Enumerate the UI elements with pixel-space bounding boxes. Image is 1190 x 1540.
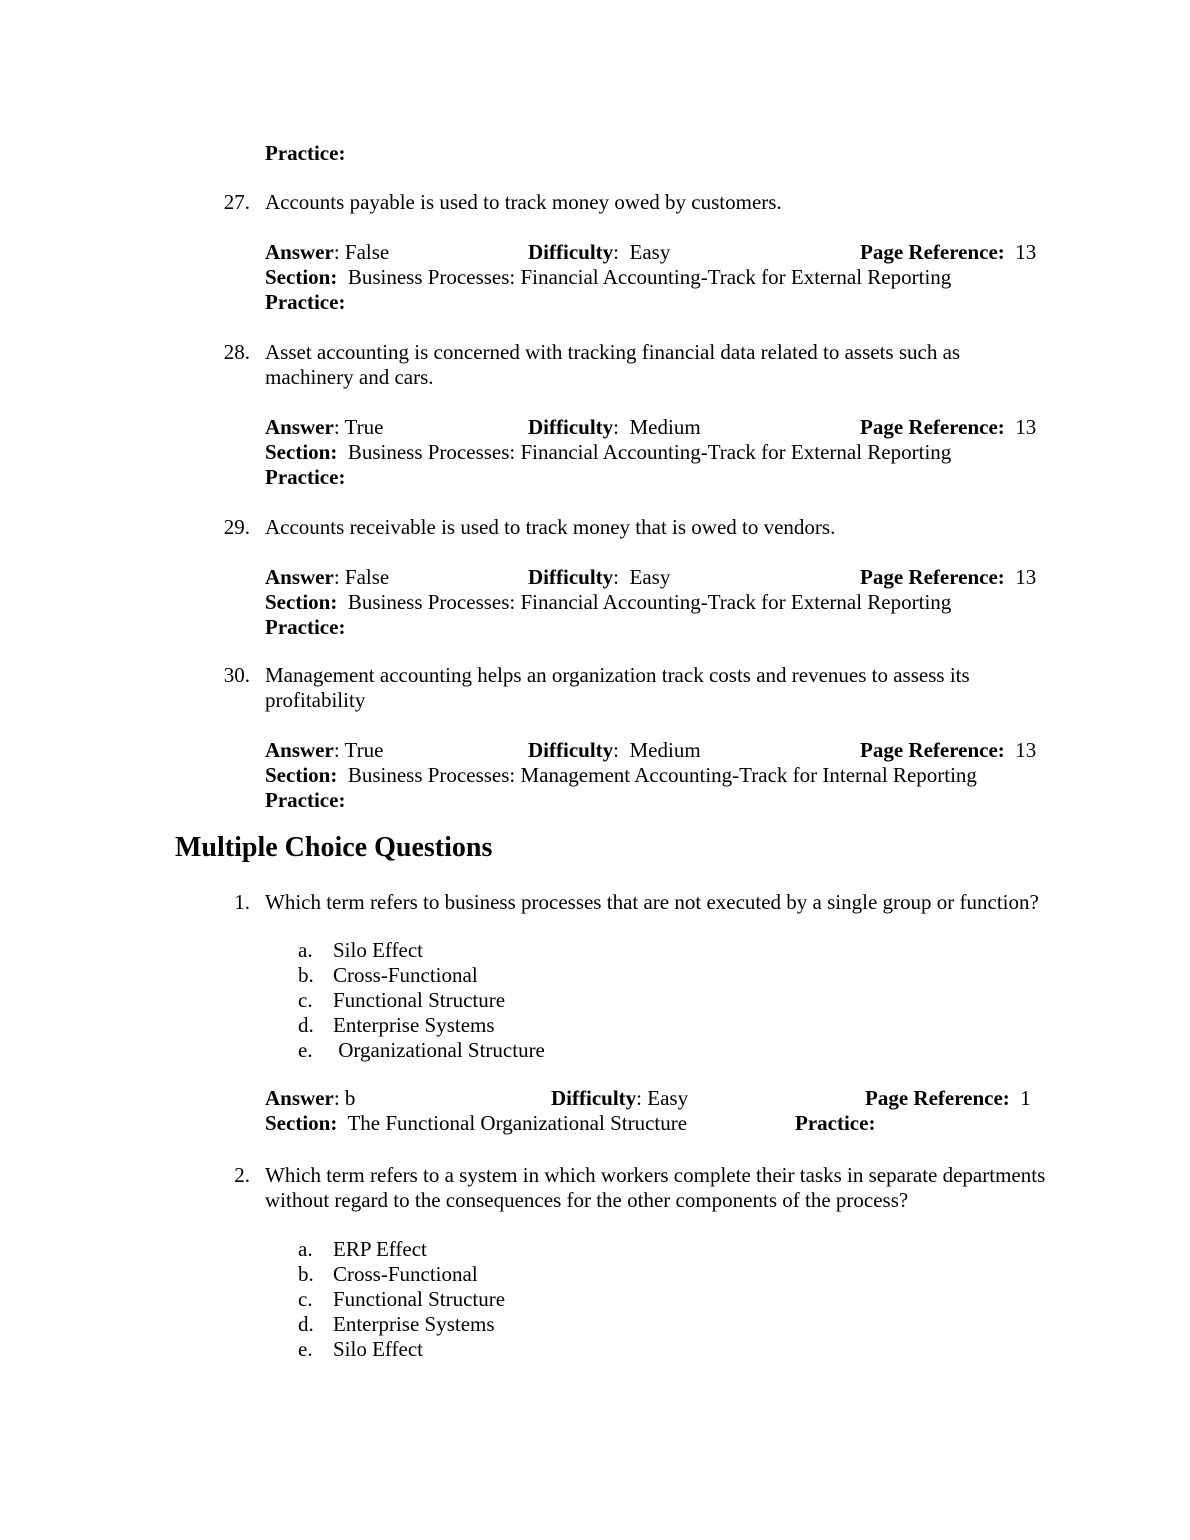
answer-block [265, 1086, 1070, 1136]
option-letter: a. [298, 1237, 313, 1261]
section-label: Section: [265, 590, 338, 614]
option-row [298, 963, 1070, 988]
section-value: Business Processes: Management Accounting-Track for Internal Reporting [347, 763, 977, 787]
answer-meta-row [265, 738, 1070, 763]
option-row [298, 1337, 1070, 1362]
separator: : [333, 565, 345, 589]
tf-question [175, 340, 1070, 490]
question-text-line: Accounts receivable is used to track money that is owed to vendors. [265, 515, 836, 539]
page-reference-value: 13 [1015, 415, 1037, 439]
answer-meta-row [265, 415, 1070, 440]
difficulty-label: Difficulty [528, 415, 614, 439]
page-reference-value: 13 [1015, 738, 1037, 762]
answer-meta-row [265, 1086, 1070, 1111]
difficulty-value: Easy [647, 1086, 689, 1110]
page-reference-field [860, 738, 1036, 763]
section-label: Section: [265, 763, 338, 787]
separator: : [613, 415, 630, 439]
answer-block [265, 565, 1070, 640]
difficulty-value: Medium [629, 738, 701, 762]
option-row [298, 1312, 1070, 1337]
option-text: Cross-Functional [333, 963, 478, 987]
option-letter: d. [298, 1013, 314, 1037]
question-stem [218, 663, 1070, 713]
practice-label: Practice: [265, 788, 346, 812]
difficulty-field [528, 738, 701, 763]
question-stem [218, 340, 1070, 390]
answer-field [265, 565, 389, 590]
difficulty-value: Medium [629, 415, 701, 439]
section-value: Business Processes: Financial Accounting-Track for External Reporting [347, 265, 952, 289]
page-reference-field [860, 240, 1036, 265]
answer-field [265, 1086, 355, 1111]
difficulty-field [551, 1086, 688, 1111]
practice-line [265, 615, 1070, 640]
section-value: The Functional Organizational Structure [347, 1111, 688, 1135]
page-reference-value: 13 [1015, 565, 1037, 589]
question-stem [218, 515, 1070, 540]
practice-label: Practice: [795, 1111, 876, 1135]
practice-line [265, 788, 1070, 813]
page-reference-label: Page Reference: [860, 240, 1005, 264]
section-value: Business Processes: Financial Accounting-Track for External Reporting [347, 440, 952, 464]
option-letter: b. [298, 1262, 314, 1286]
option-text: Silo Effect [333, 1337, 424, 1361]
option-text: Silo Effect [333, 938, 424, 962]
section-row [265, 265, 1070, 290]
tf-question [175, 190, 1070, 315]
answer-field [265, 738, 383, 763]
section-value: Business Processes: Financial Accounting-Track for External Reporting [347, 590, 952, 614]
difficulty-label: Difficulty [528, 565, 614, 589]
separator [1005, 738, 1016, 762]
separator [1010, 1086, 1021, 1110]
option-text: Enterprise Systems [333, 1312, 495, 1336]
difficulty-field [528, 415, 701, 440]
question-text-line: Which term refers to business processes that are not executed by a single group or function? [265, 890, 1039, 914]
options-list [175, 1237, 1070, 1362]
page-reference-field [860, 415, 1036, 440]
section-label: Section: [265, 1111, 338, 1135]
option-text: Organizational Structure [333, 1038, 545, 1062]
separator: : [333, 240, 345, 264]
page-reference-field [865, 1086, 1031, 1111]
option-row [298, 988, 1070, 1013]
difficulty-value: Easy [629, 240, 671, 264]
question-text [265, 340, 1070, 390]
option-letter: e. [298, 1337, 313, 1361]
mc-question [175, 890, 1070, 1136]
difficulty-label: Difficulty [528, 738, 614, 762]
question-number: 1. [234, 890, 250, 914]
answer-value: False [344, 565, 390, 589]
difficulty-field [528, 240, 670, 265]
page-reference-label: Page Reference: [865, 1086, 1010, 1110]
option-row [298, 1013, 1070, 1038]
page-reference-value: 1 [1020, 1086, 1031, 1110]
answer-meta-row [265, 240, 1070, 265]
option-row [298, 1237, 1070, 1262]
question-number: 28. [223, 340, 250, 364]
page-reference-field [860, 565, 1036, 590]
separator: : [613, 240, 630, 264]
separator: : [333, 415, 345, 439]
option-text: ERP Effect [333, 1237, 427, 1261]
practice-line [265, 290, 1070, 315]
practice-label: Practice: [265, 615, 346, 639]
separator: : [333, 1086, 345, 1110]
answer-block [265, 738, 1070, 813]
page-reference-label: Page Reference: [860, 565, 1005, 589]
difficulty-value: Easy [629, 565, 671, 589]
option-letter: b. [298, 963, 314, 987]
answer-label: Answer [265, 738, 334, 762]
question-text [265, 1163, 1070, 1213]
section-row [265, 440, 1070, 465]
practice-label: Practice: [265, 465, 346, 489]
practice-label: Practice: [265, 141, 346, 165]
question-text [265, 515, 1070, 540]
practice-label: Practice: [265, 290, 346, 314]
question-text-line: machinery and cars. [265, 365, 434, 389]
question-text [265, 663, 1070, 713]
question-number: 27. [223, 190, 250, 214]
answer-value: False [344, 240, 390, 264]
question-text-line: Which term refers to a system in which workers complete their tasks in separate departments [265, 1163, 1046, 1187]
question-text [265, 890, 1070, 915]
separator: : [613, 565, 630, 589]
separator [337, 763, 348, 787]
separator [1005, 565, 1016, 589]
separator: : [333, 738, 345, 762]
separator [337, 590, 348, 614]
page-reference-value: 13 [1015, 240, 1037, 264]
option-letter: e. [298, 1038, 313, 1062]
difficulty-field [528, 565, 670, 590]
option-text: Functional Structure [333, 988, 506, 1012]
option-row [298, 1262, 1070, 1287]
answer-value: True [344, 738, 384, 762]
separator [1005, 415, 1016, 439]
answer-block [265, 415, 1070, 490]
tf-question [175, 515, 1070, 640]
page-reference-label: Page Reference: [860, 415, 1005, 439]
answer-label: Answer [265, 1086, 334, 1110]
section-row [265, 763, 1070, 788]
answer-field [265, 415, 383, 440]
question-text-line: without regard to the consequences for the other components of the process? [265, 1188, 909, 1212]
mc-section-heading: Multiple Choice Questions [175, 832, 493, 863]
option-row [298, 1287, 1070, 1312]
answer-field [265, 240, 389, 265]
option-letter: c. [298, 1287, 313, 1311]
option-row [298, 938, 1070, 963]
question-text-line: Accounts payable is used to track money owed by customers. [265, 190, 782, 214]
option-letter: a. [298, 938, 313, 962]
answer-label: Answer [265, 240, 334, 264]
question-text-line: Asset accounting is concerned with tracking financial data related to assets such as [265, 340, 961, 364]
question-text-line: Management accounting helps an organization track costs and revenues to assess its [265, 663, 970, 687]
separator: : [636, 1086, 648, 1110]
option-letter: d. [298, 1312, 314, 1336]
question-number: 2. [234, 1163, 250, 1187]
practice-line [265, 141, 1070, 166]
options-list [175, 938, 1070, 1063]
question-stem [218, 890, 1070, 915]
separator [337, 265, 348, 289]
question-stem [218, 1163, 1070, 1213]
section-label: Section: [265, 265, 338, 289]
answer-block [265, 240, 1070, 315]
separator [337, 440, 348, 464]
section-row [265, 1111, 1070, 1136]
option-text: Functional Structure [333, 1287, 506, 1311]
practice-line [265, 465, 1070, 490]
mc-question [175, 1163, 1070, 1362]
answer-meta-row [265, 565, 1070, 590]
question-text-line: profitability [265, 688, 366, 712]
question-text [265, 190, 1070, 215]
option-row [298, 1038, 1070, 1063]
difficulty-label: Difficulty [528, 240, 614, 264]
tf-question [175, 663, 1070, 813]
separator: : [613, 738, 630, 762]
separator [337, 1111, 347, 1135]
question-number: 29. [223, 515, 250, 539]
answer-label: Answer [265, 565, 334, 589]
option-letter: c. [298, 988, 313, 1012]
question-number: 30. [223, 663, 250, 687]
question-stem [218, 190, 1070, 215]
answer-value: True [344, 415, 384, 439]
page-reference-label: Page Reference: [860, 738, 1005, 762]
section-row [265, 590, 1070, 615]
option-text: Cross-Functional [333, 1262, 478, 1286]
separator [1005, 240, 1016, 264]
section-label: Section: [265, 440, 338, 464]
answer-value: b [344, 1086, 356, 1110]
option-text: Enterprise Systems [333, 1013, 495, 1037]
answer-label: Answer [265, 415, 334, 439]
difficulty-label: Difficulty [551, 1086, 637, 1110]
